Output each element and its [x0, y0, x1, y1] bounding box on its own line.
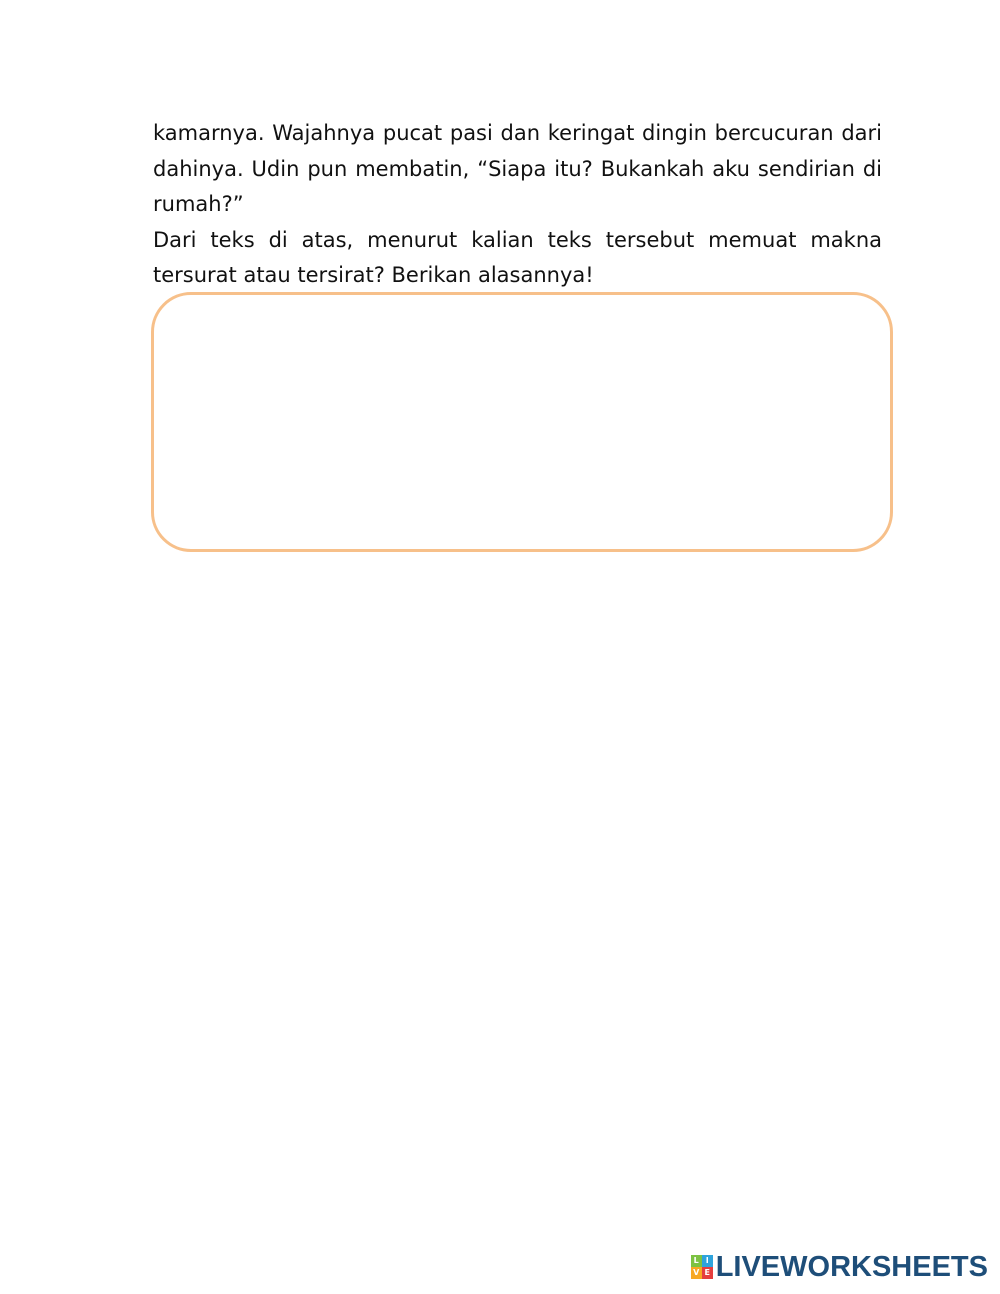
liveworksheets-brand — [691, 1252, 988, 1282]
reading-text — [153, 116, 882, 294]
liveworksheets-logo-icon — [691, 1255, 713, 1279]
answer-input[interactable] — [174, 315, 874, 533]
story-paragraph: kamarnya. Wajahnya pucat pasi dan keringat dingin bercucuran dari dahinya. Udin pun membatin, “Siapa itu? Bukankah aku sendirian di rumah?” — [153, 121, 882, 216]
brand-wordmark: LIVEWORKSHEETS — [715, 1251, 988, 1283]
logo-letter-i: I — [702, 1255, 713, 1267]
logo-letter-v: V — [691, 1267, 702, 1279]
logo-letter-e: E — [702, 1267, 713, 1279]
question-paragraph: Dari teks di atas, menurut kalian teks tersebut memuat makna tersurat atau tersirat? Berikan alasannya! — [153, 227, 882, 287]
answer-box[interactable] — [151, 292, 893, 552]
logo-letter-l: L — [691, 1255, 702, 1267]
